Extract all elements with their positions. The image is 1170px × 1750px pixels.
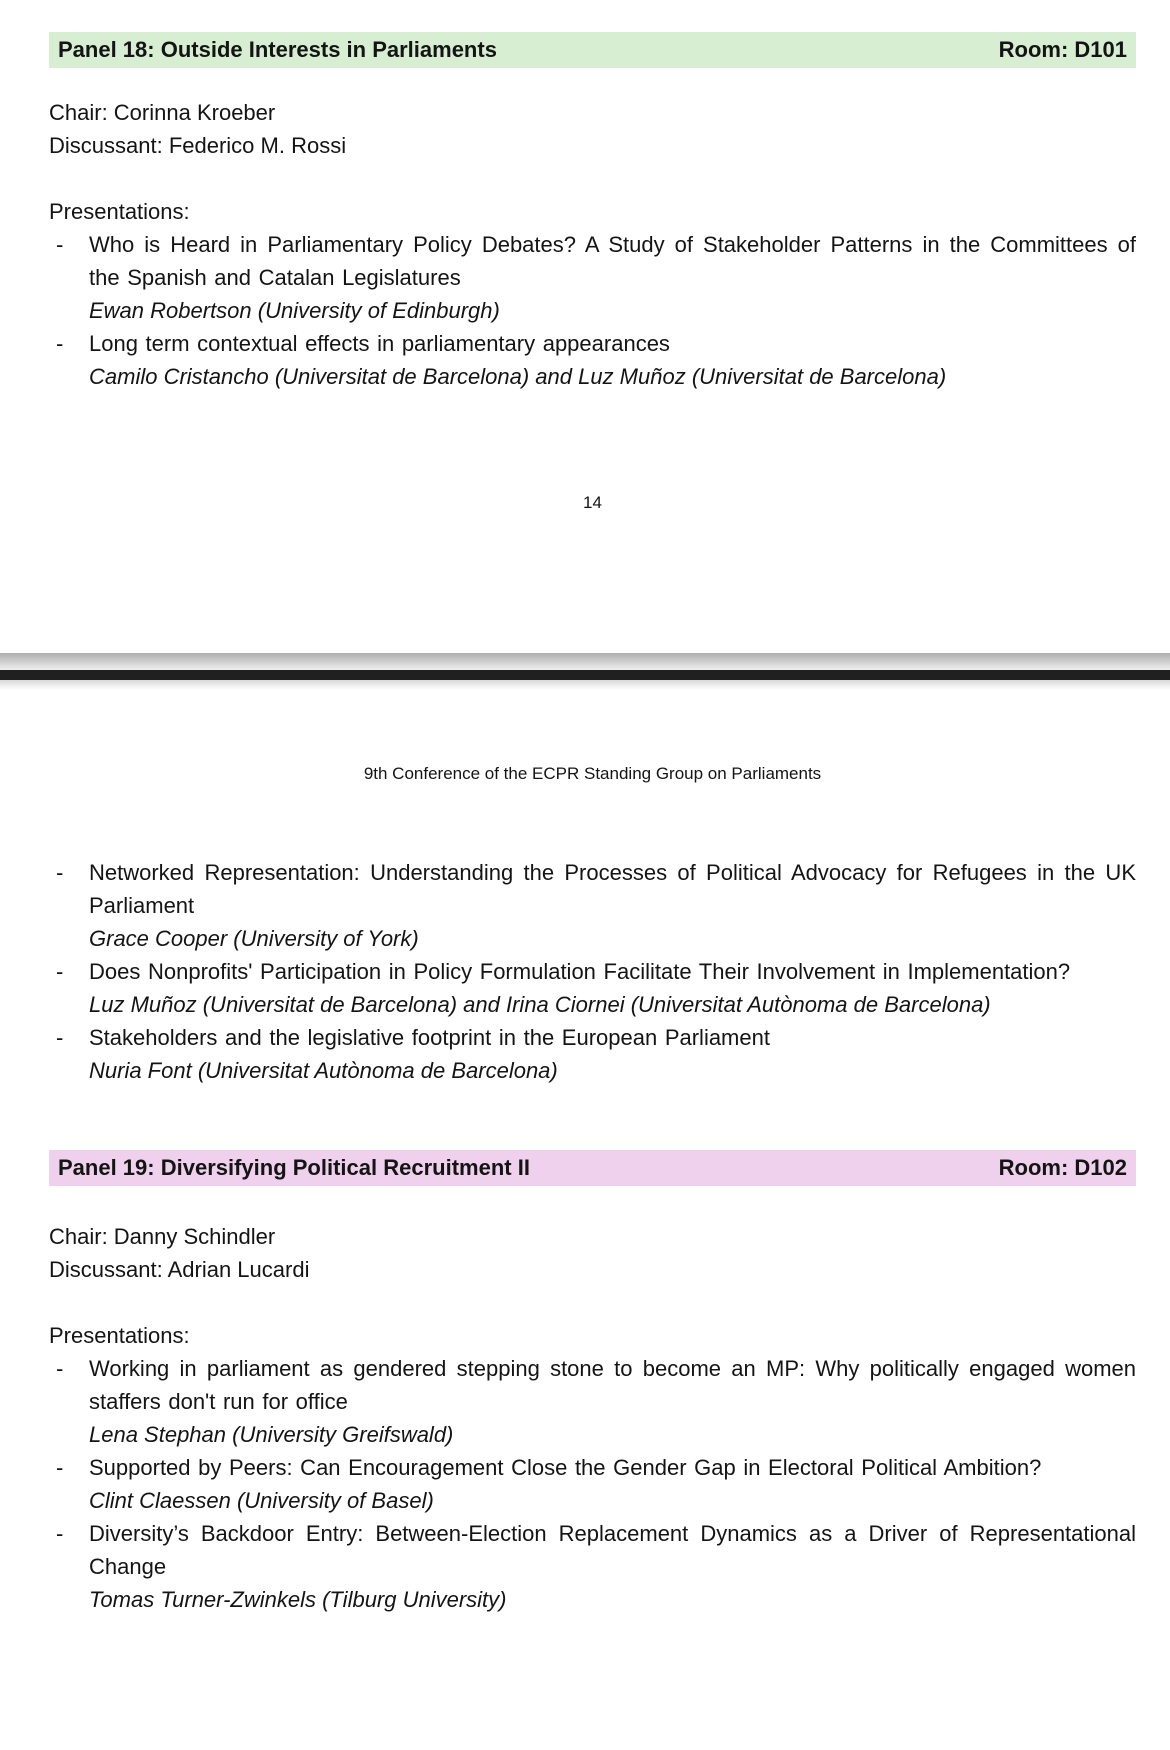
bullet-dash: - xyxy=(56,1455,64,1480)
page-number: 14 xyxy=(583,493,602,512)
panel-18-meta xyxy=(49,96,1136,162)
bullet-dash: - xyxy=(56,232,64,257)
presentation-body xyxy=(89,1517,1136,1616)
panel-18-discussant-line: Discussant: Federico M. Rossi xyxy=(49,133,347,158)
presentation-body xyxy=(89,856,1136,955)
presentation-body xyxy=(89,1021,1136,1087)
bullet-dash: - xyxy=(56,860,64,885)
bullet-dash: - xyxy=(56,1356,64,1381)
presentation-item xyxy=(49,1517,1136,1616)
presentation-body xyxy=(89,1352,1136,1451)
presentation-authors: Nuria Font (Universitat Autònoma de Barcelona) xyxy=(89,1058,558,1083)
running-header: 9th Conference of the ECPR Standing Group on Parliaments xyxy=(363,764,822,783)
page-break-separator xyxy=(0,653,1170,690)
panel-18-presentations-label: Presentations: xyxy=(49,199,190,224)
presentation-body xyxy=(89,327,1136,393)
panel-19-title: Panel 19: Diversifying Political Recruitment II xyxy=(58,1155,530,1180)
page-gap-bar xyxy=(0,670,1170,680)
presentation-body xyxy=(89,228,1136,327)
presentation-title: Long term contextual effects in parliamentary appearances xyxy=(89,331,670,356)
page-bottom-edge-shadow xyxy=(0,653,1170,670)
panel-18-chair-line: Chair: Corinna Kroeber xyxy=(49,100,276,125)
presentation-item xyxy=(49,955,1136,1021)
presentation-authors: Lena Stephan (University Greifswald) xyxy=(89,1422,454,1447)
presentation-item xyxy=(49,1451,1136,1517)
panel-19-presentations-label: Presentations: xyxy=(49,1323,190,1348)
bullet-dash: - xyxy=(56,331,64,356)
presentation-title: Networked Representation: Understanding the Processes of Political Advocacy for Refugees in the UK Parliament xyxy=(89,860,1136,918)
presentation-item xyxy=(49,856,1136,955)
bullet-dash: - xyxy=(56,959,64,984)
panel-18-room-label: Room: D101 xyxy=(998,37,1127,62)
presentation-authors: Ewan Robertson (University of Edinburgh) xyxy=(89,298,500,323)
panel-18-presentations-continued xyxy=(49,856,1136,1087)
page-15 xyxy=(0,690,1170,1750)
bullet-dash: - xyxy=(56,1521,64,1546)
presentation-title: Working in parliament as gendered stepping stone to become an MP: Why politically engaged women staffers don't run for office xyxy=(89,1356,1136,1414)
presentation-authors: Luz Muñoz (Universitat de Barcelona) and Irina Ciornei (Universitat Autònoma de Barcelona) xyxy=(89,992,991,1017)
page-14 xyxy=(0,0,1170,653)
presentation-title: Diversity’s Backdoor Entry: Between-Election Replacement Dynamics as a Driver of Representational Change xyxy=(89,1521,1136,1579)
presentation-body xyxy=(89,955,1136,1021)
presentation-title: Does Nonprofits' Participation in Policy Formulation Facilitate Their Involvement in Implementation? xyxy=(89,959,1071,984)
panel-18-presentations-list xyxy=(49,228,1136,393)
presentation-item xyxy=(49,228,1136,327)
panel-18-title: Panel 18: Outside Interests in Parliaments xyxy=(58,37,497,62)
presentation-item xyxy=(49,1021,1136,1087)
presentation-item xyxy=(49,327,1136,393)
presentation-item xyxy=(49,1352,1136,1451)
panel-19-meta xyxy=(49,1220,1136,1286)
presentation-authors: Tomas Turner-Zwinkels (Tilburg University) xyxy=(89,1587,507,1612)
panel-18-heading xyxy=(49,32,1136,68)
presentation-authors: Grace Cooper (University of York) xyxy=(89,926,419,951)
presentation-title: Supported by Peers: Can Encouragement Close the Gender Gap in Electoral Political Ambition? xyxy=(89,1455,1042,1480)
presentation-authors: Camilo Cristancho (Universitat de Barcelona) and Luz Muñoz (Universitat de Barcelona) xyxy=(89,364,947,389)
panel-19-room-label: Room: D102 xyxy=(998,1155,1127,1180)
bullet-dash: - xyxy=(56,1025,64,1050)
page-top-edge-shadow xyxy=(0,680,1170,690)
panel-19-presentations-list xyxy=(49,1352,1136,1616)
panel-19-discussant-line: Discussant: Adrian Lucardi xyxy=(49,1257,310,1282)
presentation-title: Who is Heard in Parliamentary Policy Debates? A Study of Stakeholder Patterns in the Committees of the Spanish and Catalan Legislatures xyxy=(89,232,1136,290)
presentation-title: Stakeholders and the legislative footprint in the European Parliament xyxy=(89,1025,770,1050)
panel-19-chair-line: Chair: Danny Schindler xyxy=(49,1224,276,1249)
presentation-authors: Clint Claessen (University of Basel) xyxy=(89,1488,434,1513)
panel-19-heading xyxy=(49,1150,1136,1186)
presentation-body xyxy=(89,1451,1136,1517)
